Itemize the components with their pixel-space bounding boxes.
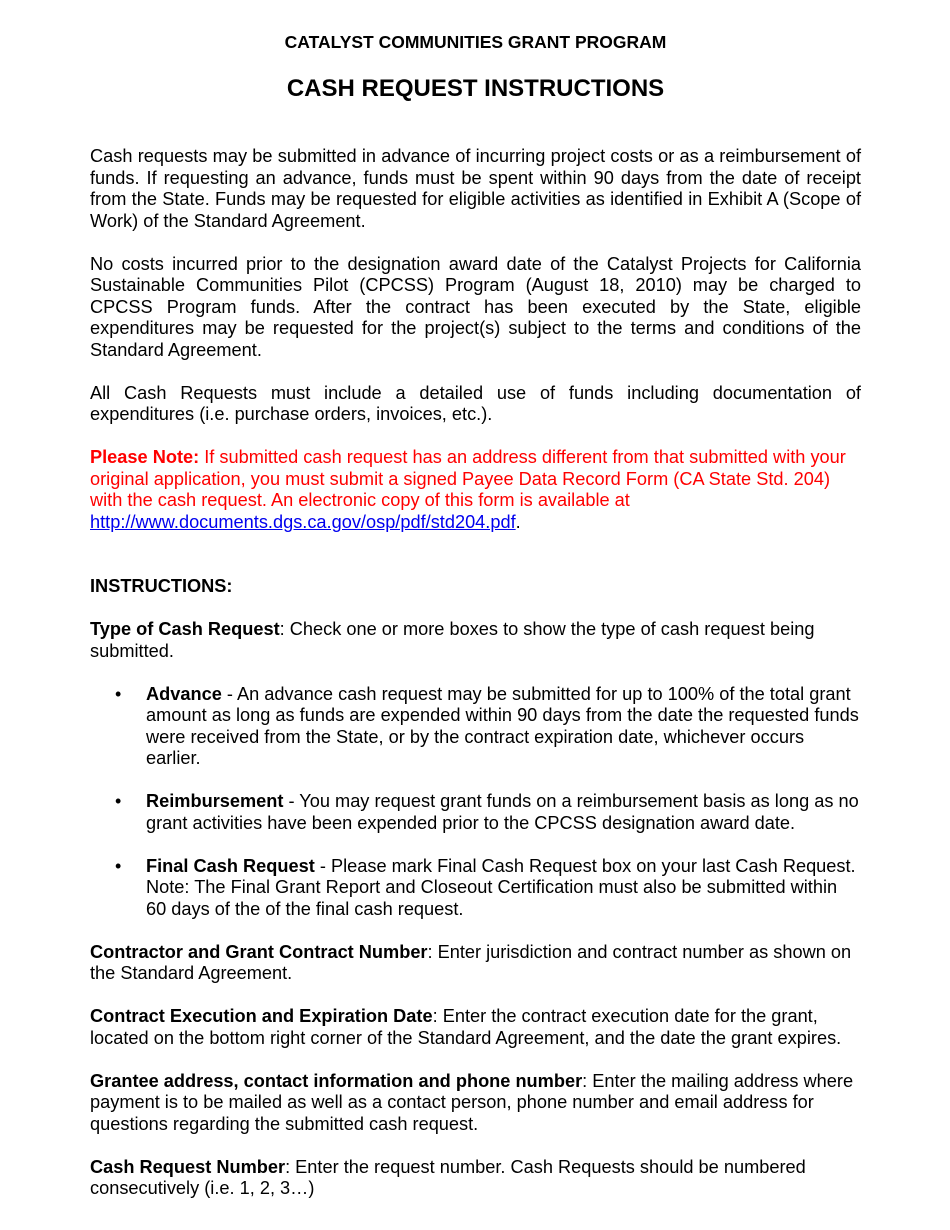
field-text: : Enter the request number. Cash Requests should be numbered consecutively (i.e. 1, 2, 3…) xyxy=(90,1156,806,1198)
field-label: Contractor and Grant Contract Number xyxy=(90,941,428,962)
intro-paragraph-1: Cash requests may be submitted in advance of incurring project costs or as a reimbursement of funds. If requesting an advance, funds must be spent within 90 days from the date of receipt from the State. Funds may be requested for eligible activities as identified in Exhibit A (Scope of Work) of the Standard Agreement. xyxy=(90,146,861,231)
field-cash-request-number xyxy=(90,1157,861,1200)
field-text: : Enter the mailing address where payment is to be mailed as well as a contact person, phone number and email address for questions regarding the submitted cash request. xyxy=(90,1070,854,1134)
instructions-heading: INSTRUCTIONS: xyxy=(90,576,233,596)
type-term: Advance xyxy=(146,683,222,704)
please-note-block xyxy=(90,447,861,533)
cash-request-type-list xyxy=(90,684,861,921)
field-execution-expiration-date xyxy=(90,1006,861,1049)
type-of-cash-request xyxy=(90,619,861,662)
list-item-reimbursement xyxy=(90,791,861,834)
field-instructions xyxy=(90,942,861,1200)
type-term: Reimbursement xyxy=(146,791,284,811)
field-label: Cash Request Number xyxy=(90,1156,286,1177)
field-contract-number xyxy=(90,942,861,985)
program-title: CATALYST COMMUNITIES GRANT PROGRAM xyxy=(284,32,667,52)
field-label: Contract Execution and Expiration Date xyxy=(90,1006,433,1026)
note-end: . xyxy=(515,511,521,532)
field-text: : Enter jurisdiction and contract number as shown on the Standard Agreement. xyxy=(90,941,852,983)
note-text: If submitted cash request has an address different from that submitted with your original application, you must submit a signed Payee Data Record Form (CA State Std. 204) with the cash request. An electronic copy of this form is available at xyxy=(90,447,846,510)
bullet-icon: • xyxy=(115,791,122,811)
std204-form-link[interactable]: http://www.documents.dgs.ca.gov/osp/pdf/std204.pdf xyxy=(90,511,516,532)
type-desc: - Please mark Final Cash Request box on your last Cash Request. Note: The Final Grant Report and Closeout Certification must also be submitted within 60 days of the of the final cash request. xyxy=(146,855,856,919)
intro-paragraph-3: All Cash Requests must include a detailed use of funds including documentation of expenditures (i.e. purchase orders, invoices, etc.). xyxy=(90,382,861,424)
field-grantee-address xyxy=(90,1071,861,1136)
type-desc: - You may request grant funds on a reimbursement basis as long as no grant activities have been expended prior to the CPCSS designation award date. xyxy=(146,791,859,833)
field-label: Grantee address, contact information and phone number xyxy=(90,1070,583,1091)
type-label: Type of Cash Request xyxy=(90,619,280,639)
type-term: Final Cash Request xyxy=(146,855,315,876)
list-item-final-cash-request xyxy=(90,856,861,921)
field-text: : Enter the contract execution date for the grant, located on the bottom right corner of the Standard Agreement, and the date the grant expires. xyxy=(90,1006,842,1048)
bullet-icon: • xyxy=(115,683,122,704)
type-desc: - An advance cash request may be submitted for up to 100% of the total grant amount as long as funds are expended within 90 days from the date the requested funds were received from the State, or by the contract expiration date, whichever occurs earlier. xyxy=(146,683,859,768)
list-item-advance xyxy=(90,684,861,770)
bullet-icon: • xyxy=(115,855,122,876)
intro-paragraph-2: No costs incurred prior to the designation award date of the Catalyst Projects for California Sustainable Communities Pilot (CPCSS) Program (August 18, 2010) may be charged to CPCSS Program funds. After the contract has been executed by the State, eligible expenditures may be requested for the project(s) subject to the terms and conditions of the Standard Agreement. xyxy=(90,253,861,360)
note-label: Please Note: xyxy=(90,447,200,467)
page-title: CASH REQUEST INSTRUCTIONS xyxy=(286,75,665,102)
type-text: : Check one or more boxes to show the type of cash request being submitted. xyxy=(90,619,815,661)
